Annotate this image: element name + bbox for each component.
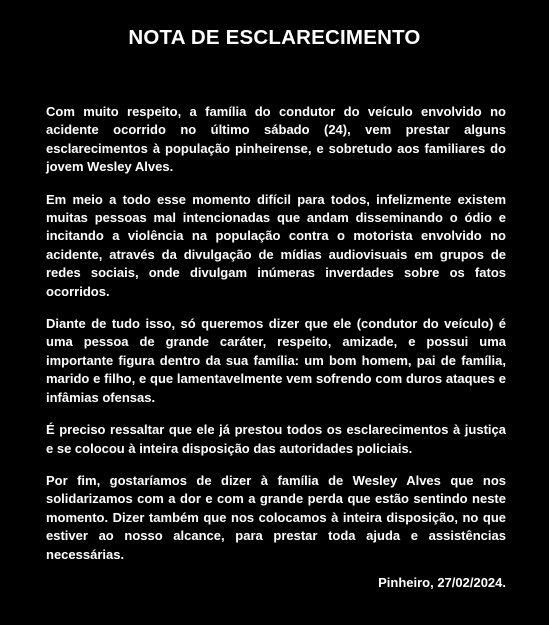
- document-body: [46, 103, 506, 578]
- paragraph-1: Com muito respeito, a família do condutor do veículo envolvido no acidente ocorrido no último sábado (24), vem prestar alguns esclarecimentos à população pinheirense, e sobretudo aos familiares do jovem Wesley Alves.: [46, 104, 506, 175]
- paragraph-5: Por fim, gostaríamos de dizer à família de Wesley Alves que nos solidarizamos com a dor e com a grande perda que estão sentindo neste momento. Dizer também que nos colocamos à inteira disposição, no que estiver ao nosso alcance, para prestar toda ajuda e assistências necessárias.: [46, 472, 506, 562]
- signoff-date: Pinheiro, 27/02/2024.: [378, 575, 506, 590]
- document-title: NOTA DE ESCLARECIMENTO: [128, 26, 421, 49]
- paragraph-4: É preciso ressaltar que ele já prestou todos os esclarecimentos à justiça e se colocou à inteira disposição das autoridades policiais.: [46, 422, 506, 456]
- paragraph-3: Diante de tudo isso, só queremos dizer que ele (condutor do veículo) é uma pessoa de grande caráter, respeito, amizade, e possui uma importante figura dentro da sua família: um bom homem, pai de família, marido e filho, e que lamentavelmente vem sofrendo com duros ataques e infâmias ofensas.: [46, 316, 506, 405]
- paragraph-2: Em meio a todo esse momento difícil para todos, infelizmente existem muitas pessoas mal intencionadas que andam disseminando o ódio e incitando a violência na população contra o motorista envolvido no acidente, através da divulgação de mídias audiovisuais em grupos de redes sociais, onde divulgam inúmeras inverdades sobre os fatos ocorridos.: [46, 191, 506, 299]
